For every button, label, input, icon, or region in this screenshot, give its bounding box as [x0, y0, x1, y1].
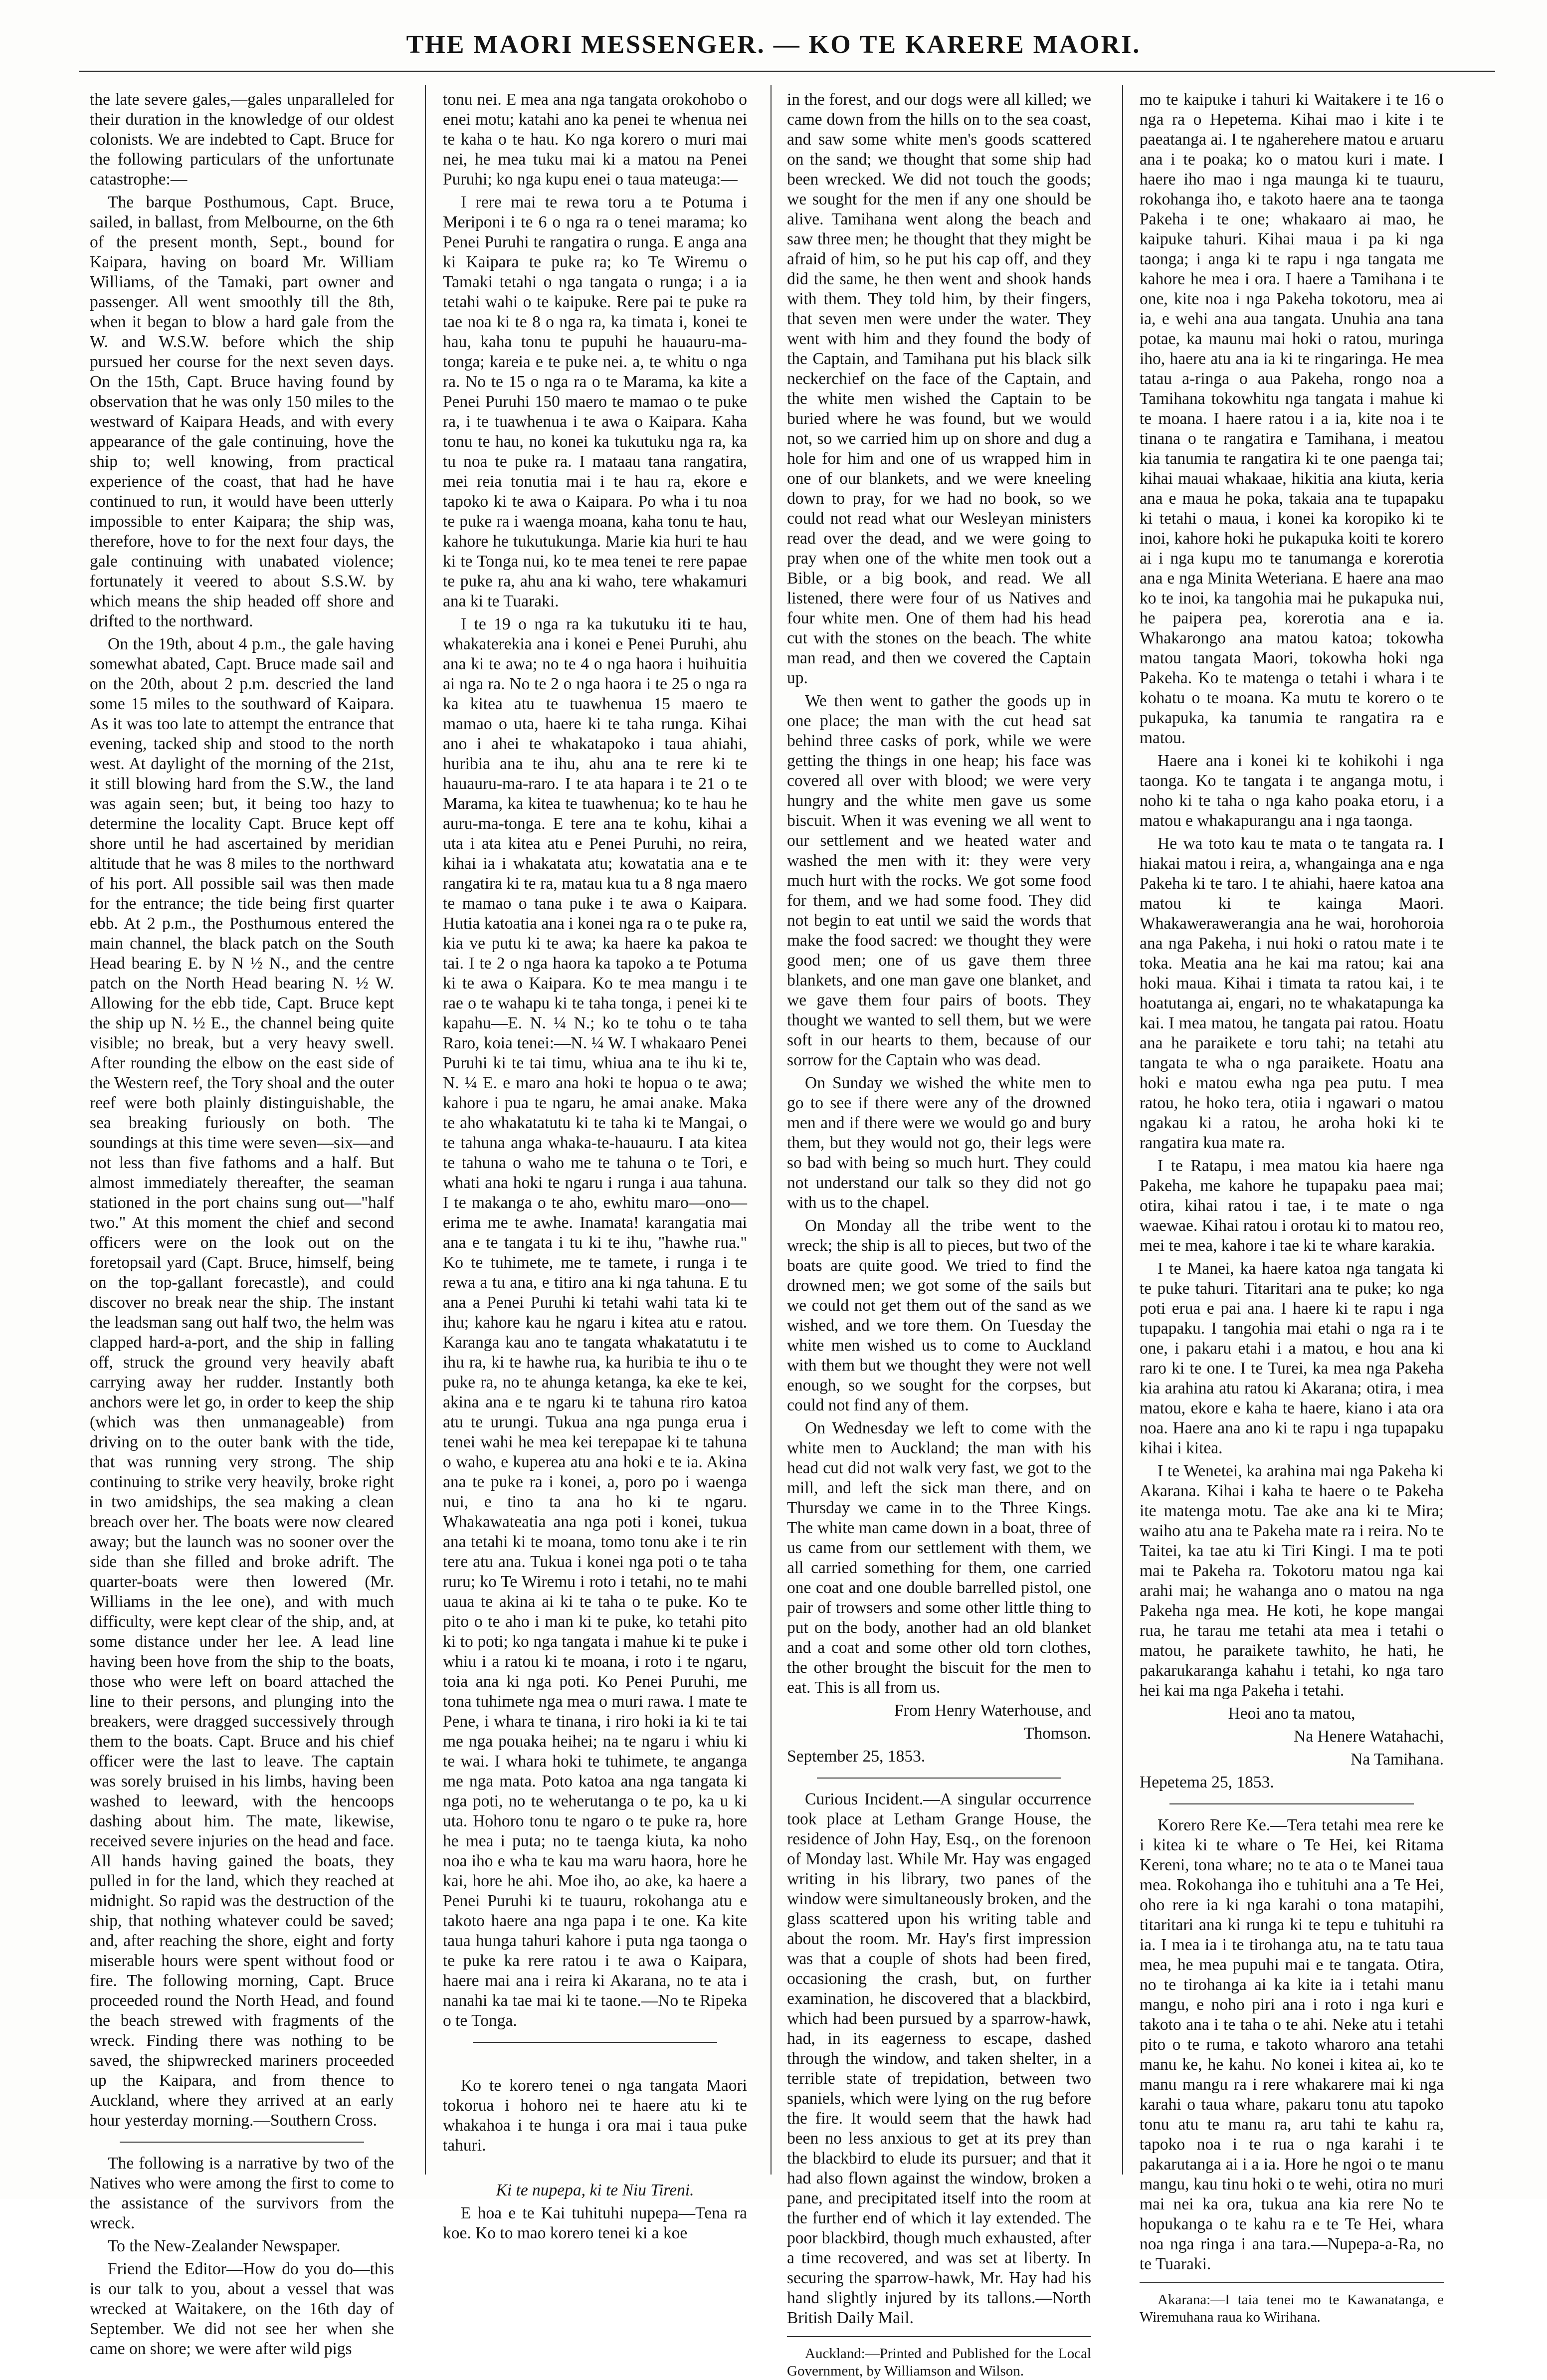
- article-separator: [817, 1778, 1061, 1779]
- printer-imprint: Auckland:—Printed and Published for the Local Government, by Williamson and Wilson.: [787, 2346, 1091, 2379]
- letter-signature: From Henry Waterhouse, and: [894, 1701, 1091, 1720]
- article-paragraph: On the 19th, about 4 p.m., the gale having somewhat abated, Capt. Bruce made sail and on the 20th, about 2 p.m. descried the land some 15 miles to the southward of Kaipara. As it was too late to attempt the entrance that evening, tacked ship and stood to the north west. At daylight of the morning of the 21st, it still blowing hard from the S.W., the land was again seen; but, it being too hazy to determine the locality Capt. Bruce kept off shore until he had ascertained by meridian altitude that he was 8 miles to the northward of his port. All possible sail was then made for the entrance; the tide being first quarter ebb. At 2 p.m., the Posthumous entered the main channel, the black patch on the South Head bearing E. by N ½ N., and the centre patch on the North Head bearing N. ½ W. Allowing for the ebb tide, Capt. Bruce kept the ship up N. ½ E., the channel being quite visible; no break, but a very heavy swell. After rounding the elbow on the east side of the Western reef, the Tory shoal and the outer reef were both plainly distinguishable, the sea breaking furiously on both. The soundings at this time were seven—six—and not less than five fathoms and a half. But almost immediately thereafter, the seaman stationed in the port chains sung out—"half two." At this moment the chief and second officers were on the look out on the foretopsail yard (Capt. Bruce, himself, being on the top-gallant forecastle), and could discover no break near the ship. The instant the leadsman sang out half two, the helm was clapped hard-a-port, and the ship in falling off, struck the ground very heavily abaft carrying away her rudder. Instantly both anchors were let go, in order to keep the ship (which was then unmanageable) from driving on to the outer bank with the tide, that was running very strong. The ship continuing to strike very heavily, broke right in two amidships, the sea making a clean breach over her. The boats were now cleared away; but the launch was no sooner over the side than she filled and broke adrift. The quarter-boats were then lowered (Mr. Williams in the lee one), and with much difficulty, were kept clear of the ship, and, at some distance under her lee. A lead line having been hove from the ship to the boats, those who were left on board attached the line to their persons, and plunging into the breakers, were dragged successively through them to the boats. Capt. Bruce and his chief officer were the last to leave. The captain was sorely bruised in his limbs, having been washed to leeward, with the hencoops dashing about him. The mate, likewise, received severe injuries on the head and face. All hands having gained the boats, they pulled in for the land, which they reached at midnight. So rapid was the destruction of the ship, that nothing whatever could be saved; and, after reaching the shore, eight and forty miserable hours were spent without food or fire. The following morning, Capt. Bruce proceeded round the North Head, and found the beach strewed with fragments of the wreck. Finding there was nothing to be saved, the shipwrecked mariners proceeded up the Kaipara, and from thence to Auckland, where they arrived at an early hour yesterday morning.—Southern Cross.: [90, 635, 394, 2130]
- article-paragraph: Curious Incident.—A singular occurrence took place at Letham Grange House, the residence of John Hay, Esq., on the forenoon of Monday last. While Mr. Hay was engaged writing in his library, two panes of the window were simultaneously broken, and the glass scattered upon his writing table and about the room. Mr. Hay's first impression was that a couple of shots had been fired, occasioning the crash, but, on further examination, he discovered that a blackbird, which had been pursued by a sparrow-hawk, had, in its eagerness to escape, dashed through the window, and taken shelter, in a terrible state of trepidation, between two spaniels, which were lying on the rug before the fire. It would seem that the hawk had been no less anxious to get at its prey than the blackbird to elude its pursuer; and that it had also flown against the window, broken a pane, and precipitated itself into the room at the further end of which it lay extended. The poor blackbird, though much exhausted, after a time recovered, and was set at liberty. In securing the sparrow-hawk, Mr. Hay had his hand slightly injured by its tallons.—North British Daily Mail.: [787, 1790, 1091, 2327]
- printer-imprint: Akarana:—I taia tenei mo te Kawanatanga, e Wiremuhana raua ko Wirihana.: [1140, 2292, 1444, 2325]
- column-divider: [771, 85, 772, 2175]
- article-separator: [1140, 2282, 1444, 2283]
- column-3: [787, 90, 1091, 2379]
- article-paragraph: the late severe gales,—gales unparalleled for their duration in the knowledge of our oldest colonists. We are indebted to Capt. Bruce for the following particulars of the unfortunate catastrophe:—: [90, 90, 394, 189]
- letter-date: September 25, 1853.: [787, 1747, 926, 1766]
- article-separator: [120, 2142, 364, 2143]
- letter-closing: Heoi ano ta matou,: [1228, 1704, 1355, 1723]
- article-paragraph: Korero Rere Ke.—Tera tetahi mea rere ke i kitea ki te whare o Te Hei, kei Ritama Kereni, tona whare; no te ata o te Manei taua mea. Rokohanga iho e tuhituhi ana a Te Hei, oho rere ia ki nga karahi o tona matapihi, titaritari ana ki runga ki te tepu e tuhituhi ra ia. I mea ia i te tirohanga atu, na te tatu taua mea, he mea pupuhi mai e te tangata. Otira, no te tirohanga ai ka kite ia i tetahi manu mangu, e noho piri ana i roto i nga kuri e takoto ana i te taha o te ahi. Neke atu i tetahi pito o te ruma, e takoto wharoro ana tetahi manu ke, he kahu. No konei i kitea ai, ko te manu mangu ra i rere whakarere mai ki nga karahi o taua whare, pakaru tonu atu tapoko tonu atu te manu ra, aru tahi te kahu ra, tapoko noa i te rua o nga karahi i te pakarutanga ai i a ia. Hore he ngoi o te manu mangu, kau tinu hoki o te wehi, otira no muri mai nei ka ora, tukua ana kia rere No te hopukanga o te kahu ra e te Te Hei, whara noa nga ringa i ana tara.—Nupepa-a-Ra, no te Tuaraki.: [1140, 1816, 1444, 2273]
- article-separator: [1169, 1803, 1414, 1804]
- letter-body: Haere ana i konei ki te kohikohi i nga taonga. Ko te tangata i te anganga motu, i noho ki te taha o nga kaho poaka etoru, i a matou e whakapurangu ana i nga taonga.: [1140, 752, 1444, 830]
- letter-body: I te Manei, ka haere katoa nga tangata ki te puke tahuri. Titaritari ana te puke; ko nga poti erua e pai ana. I haere ki te rapu i nga tupapaku. I tangohia mai etahi o nga ra i te one, i pakaru etahi i a matou, e hou ana ki raro ki te one. I te Turei, ka mea nga Pakeha kia arahina atu ratou ki Akarana; otira, i mea matou, ekore e kaha te haere, kiano i ata ora noa. Haere ana ano ki te rapu i nga tupapaku kihai i kitea.: [1140, 1259, 1444, 1457]
- article-separator: [787, 2336, 1091, 2337]
- letter-body: mo te kaipuke i tahuri ki Waitakere i te 16 o nga ra o Hepetema. Kihai mao i kite i te paeatanga ai. I te ngaherehere matou e aruaru ana i te poaka; ko o matou kuri i mate. I haere iho mao i nga maunga ki te tuauru, rokohanga iho, e takoto haere ana te taonga Pakeha i te one; whakaaro ai mao, he kaipuke tahuri. Kihai maua i pa ki nga taonga; i anga ki te rapu i nga tangata me kahore he mea i ora. I haere a Tamihana i te one, kite noa i nga Pakeha tokotoru, mea ai ia, e wehi ana aua tangata. Unuhia ana tana potae, ka maunu mai hoki o ratou, muringa iho, haere atu ana ia ki te ringaringa. He mea tatau a-ringa o aua Pakeha, rongo noa a Tamihana tokowhitu nga tangata i mahue ki te moana. I haere ratou i a ia, kite noa i te tinana o te rangatira e Tamihana, i meatou kia tanumia te rangatira ki te one paenga tai; kihai mauai whakaae, hikitia ana kiuta, keria ana e maua he poka, takaia ana te tupapaku ki tetahi o maua, i konei ka koropiko ki te inoi, kahore hoki he pukapuka koiti te korero ai i nga kupu mo te tanumanga e korerotia ana e nga Minita Weteriana. E haere ana mao ko te inoi, ka tangohia mai he pukapuka nui, he paipera pea, korerotia ana e ia. Whakarongo ana matou katoa; tokowha matou tangata Maori, tokowha hoki nga Pakeha. Ko te matenga o tetahi i whara i te kohatu o te moana. Ka mutu te korero o te pukapuka, ka tanumia te rangatira ra e matou.: [1140, 90, 1444, 747]
- letter-address: Ki te nupepa, ki te Niu Tireni.: [496, 2181, 694, 2199]
- letter-signature: Na Henere Watahachi,: [1294, 1727, 1444, 1746]
- letter-body: E hoa e te Kai tuhituhi nupepa—Tena ra koe. Ko to mao korero tenei ki a koe: [443, 2204, 747, 2242]
- article-paragraph: I rere mai te rewa toru a te Potuma i Meriponi i te 6 o nga ra o tenei marama; ko Penei Puruhi te rangatira o runga. E anga ana ki Kaipara te puke ra; ko Te Wiremu o Tamaki tetahi o nga tangata o runga; i a ia tetahi wahi o te kaipuke. Rere pai te puke ra tae noa ki te 8 o nga ra, ka timata i, konei te hau, kaha tonu te pupuhi he hauauru-ma-tonga; kareia e te puke nei. a, te whitu o nga ra. No te 15 o nga ra o te Marama, ka kite a Penei Puruhi 150 maero te mamao o te puke ra, i te tuawhenua i te awa o Kaipara. Kaha tonu te hau, no konei ka tukutuku nga ra, ka tu noa te puke ra. I mataau tana rangatira, mei reia tonutia mai i te hau ra, ekore e tapoko ki te awa o Kaipara. Po wha i tu noa te puke ra i waenga moana, kaha tonu te hau, kahore he tukutukunga. Marie kia huri te hau ki te Tonga nui, ko te mea tenei te rere papae te puke ra, ahu ana ki waho, tere whakamuri ana ki te Tuaraki.: [443, 193, 747, 610]
- letter-signature: Thomson.: [1024, 1724, 1091, 1743]
- article-separator: [473, 2042, 717, 2043]
- article-paragraph: The barque Posthumous, Capt. Bruce, sailed, in ballast, from Melbourne, on the 6th of the present month, Sept., bound for Kaipara, having on board Mr. William Williams, of the Tamaki, part owner and passenger. All went smoothly till the 8th, when it began to blow a hard gale from the W. and W.S.W. before which the ship pursued her course for the next seven days. On the 15th, Capt. Bruce having found by observation that he was only 150 miles to the westward of Kaipara Heads, and with every appearance of the gale continuing, hove the ship to; well knowing, from practical experience of the coast, that had he have continued to run, it would have been utterly impossible to enter Kaipara; the ship was, therefore, hove to for the next four days, the gale continuing with unabated violence; fortunately it veered to about S.S.W. by which means the ship headed off shore and drifted to the northward.: [90, 193, 394, 630]
- column-4: [1140, 90, 1444, 2325]
- letter-body: He wa toto kau te mata o te tangata ra. I hiakai matou i reira, a, whangainga ana e nga Pakeha ki te taro. I te ahiahi, haere katoa ana matou ki te kainga Maori. Whakawerawerangia ana he wai, horohoroia ana nga Pakeha, i nui hoki o ratou mate i te toka. Meatia ana he kai ma ratou; kai ana hoki maua. Kihai i timata ta ratou kai, i te hoatutanga ai, engari, no te whakatapunga ka kai. I mea matou, he tangata pai ratou. Hoatu ana he paraikete e toru tahi; na tetahi atu tangata te wha o nga paraikete. Hoatu ana hoki e matou ewha nga pea putu. I mea ratou, he hoko tera, otiia i ngawari o matou ngakau ki a ratou, he aroha hoki ki te rangatira kua mate ra.: [1140, 834, 1444, 1152]
- letter-body: On Wednesday we left to come with the white men to Auckland; the man with his head cut did not walk very fast, we got to the mill, and left the sick man there, and on Thursday we came in to the Three Kings. The white man came down in a boat, three of us came from our settlement with them, we all carried something for them, one carried one coat and one double barrelled pistol, one pair of trowsers and some other little thing to put on the body, another had an old blanket and a coat and some other old torn clothes, the other brought the biscuit for the men to eat. This is all from us.: [787, 1419, 1091, 1697]
- column-2: [443, 90, 747, 2242]
- letter-date: Hepetema 25, 1853.: [1140, 1773, 1274, 1791]
- letter-body: On Sunday we wished the white men to go to see if there were any of the drowned men and if there were we would go and bury them, but they would not go, their legs were so bad with being so much hurt. They could not understand our talk so they did not go with us to the chapel.: [787, 1074, 1091, 1212]
- article-intro: Ko te korero tenei o nga tangata Maori tokorua i hohoro nei te haere atu ki te whakahoa i te hunga i ora mai i taua puke tahuri.: [443, 2076, 747, 2155]
- article-paragraph: I te 19 o nga ra ka tukutuku iti te hau, whakaterekia ana i konei e Penei Puruhi, ahu ana ki te awa; no te 4 o nga haora i huihuitia ai nga ra. No te 2 o nga haora i te 25 o nga ra ka kitea atu te tuawhenua 15 maero te mamao o uta, haere ki te taha runga. Kihai ano i ahei te whakatapoko i taua ahiahi, huribia ana te ihu, ahu ana te rere ki te hauauru-ma-raro. I te ata hapara i te 21 o te Marama, ka kitea te tuawhenua; ko te hau he auru-ma-tonga. E tere ana te kohu, kihai a uta i ata kitea atu e Penei Puruhi, no reira, kihai ia i whakatata atu; kowatatia ana e te rangatira ki te ra, matau kua tu a 8 nga maero te mamao o tana puke i te awa o Kaipara. Hutia katoatia ana i konei nga ra o te puke ra, kia ve putu ki te awa; ka haere ka pakoa te tai. I te 2 o nga haora ka tapoko a te Potuma ki te awa o Kaipara. Ko te mea mangu i te rae o te wahapu ki te taha tonga, i penei ki te kapahu—E. N. ¼ N.; ko te tohu o te taha Raro, koia tenei:—N. ¼ W. I whakaaro Penei Puruhi ki te tai timu, whiua ana te ihu ki te, N. ¼ E. e maro ana hoki te hopua o te awa; kahore i pua te ngaru, he amai anake. Maka te aho whakatatutu ki te taha ki te Mangai, o te tahuna anga whaka-te-hauauru. I ata kitea te tahuna o waho me te tahuna o te Tori, e whati ana hoki te ngaru i runga i aua tahuna. I te makanga o te aho, ewhitu maro—ono—erima me te awhe. Inamata! karangatia mai ana e te tangata i tu ki te ihu, "hawhe rua." Ko te tuhimete, me te tamete, i runga i te rewa a tu ana, e titiro ana ki nga tahuna. E tu ana a Penei Puruhi ki tetahi wahi tata ki te ihu; kahore kau he ngaru i kitea atu e ratou. Karanga kau ano te tangata whakatatutu i te ihu ra, ki te hawhe rua, ka huribia te ihu o te puke ra, no te ahunga ketanga, ka eke te kei, akina ana e te ngaru ki te tahuna riro katoa atu te urungi. Tukua ana nga punga erua i tenei wahi he mea kei terepapae ki te tahuna o waho, e kuperea atu ana hoki e te ia. Akina ana te puke ra i konei, a, poro po i waenga nui, e tino ta ana ho ki te ngaru. Whakawateatia ana nga poti i konei, tukua ana tetahi ki te moana, tomo tonu ake i te rin tere atu ana. Tukua i konei nga poti o te taha ruru; ko Te Wiremu i roto i tetahi, no te mahi uaua te akina ai ki te taha o te puke. Ko te pito o te aho i man ki te puke, ko tetahi pito ki to poti; ko nga tangata i mahue ki te puke i whiu i a ratou ki te moana, i roto i te ngaru, toia ana ki nga poti. Ko Penei Puruhi, me tona tuhimete nga mea o muri rawa. I mate te Pene, i whara te tinana, i riro hoki ia ki te tai me nga pouaka heihei; na te ngaru i whiu ki te wai. I whara hoki te tuhimete, te anganga me nga mata. Poto katoa ana nga tangata ki nga poti, no te weherutanga o te po, ka u ki uta. Hohoro tonu te ngaro o te puke ra, hore he mea i puta; no te taenga kiuta, ka noho noa iho e wha te kau ma waru haora, hore he kai, hore he ahi. Moe iho, ao ake, ka haere a Penei Puruhi ki te tuauru, rokohanga atu e takoto haere ana nga papa i te one. Ka kite taua hunga tahuri kahore i puta nga taonga o te puke ka rere ratou i te awa o Kaipara, haere mai ana i reira ki Akarana, no te ata i nanahi ka tae mai ki te taone.—No te Ripeka o te Tonga.: [443, 615, 747, 2030]
- column-divider: [1122, 85, 1123, 2175]
- letter-body: On Monday all the tribe went to the wreck; the ship is all to pieces, but two of the boats are quite good. We tried to find the drowned men; we got some of the sails but we could not get them out of the sand as we wished, and we tore them. On Tuesday the white men wished us to come to Auckland with them but we thought they were not well enough, so we sought for the corpses, but could not find any of them.: [787, 1216, 1091, 1414]
- letter-body: in the forest, and our dogs were all killed; we came down from the hills on to the sea coast, and saw some white men's goods scattered on the sand; we thought that some ship had been wrecked. We did not touch the goods; we sought for the men if any one should be alive. Tamihana went along the beach and saw three men; he thought that they might be afraid of him, so he put his cap off, and they did the same, he then went and shook hands with them. They told him, by their fingers, that seven men were under the water. They went with him and they found the body of the Captain, and Tamihana put his black silk neckerchief on the face of the Captain, and the white men wished the Captain to be buried where he was found, but we would not, so we carried him up on shore and dug a hole for him and one of us wrapped him in one of our blankets, and we were kneeling down to pray, for we had no book, so we could not read what our Wesleyan ministers read over the dead, and we were going to pray when one of the white men took out a Bible, or a big book, and read. We all listened, there were four of us Natives and four white men. One of them had his head cut with the stones on the beach. The white man read, and then we covered the Captain up.: [787, 90, 1091, 687]
- column-1: [90, 90, 394, 2358]
- article-intro: The following is a narrative by two of the Natives who were among the first to come to the assistance of the survivors from the wreck.: [90, 2154, 394, 2232]
- column-divider: [425, 85, 426, 2175]
- article-paragraph: tonu nei. E mea ana nga tangata orokohobo o enei motu; katahi ano ka penei te whenua nei te kaha o te hau. Ko nga korero o muri mai nei, he mea tuku mai ki a matou na Penei Puruhi; ko nga kupu enei o taua mateuga:—: [443, 90, 747, 189]
- header-rule: [79, 70, 1495, 72]
- page-header-title: THE MAORI MESSENGER. — KO TE KARERE MAORI.: [406, 30, 1141, 59]
- letter-body: I te Wenetei, ka arahina mai nga Pakeha ki Akarana. Kihai i kaha te haere o te Pakeha ite matenga motu. Tae ake ana ki te Mira; waiho atu ana te Pakeha mate ra i reira. No te Taitei, ka tae atu ki Tiri Kingi. I ma te poti mai te Pakeha ra. Tokotoru matou nga kai arahi mai; he wahanga ano o matou na nga Pakeha nga mea. He koti, he kope mangai rua, he tarau me tetahi ata mea i tetahi o matou, he paraikete tawhito, he hati, he pakarukaranga kahahu i tetahi, ko nga taro hei kai ma nga Pakeha i tetahi.: [1140, 1462, 1444, 1700]
- letter-body: I te Ratapu, i mea matou kia haere nga Pakeha, me kahore he tupapaku paea mai; otira, kihai ratou i tae, i te mate o nga waewae. Kihai ratou i orotau ki to matou reo, mei te mea, kahore i tae ki te whare karakia.: [1140, 1157, 1444, 1255]
- letter-body: Friend the Editor—How do you do—this is our talk to you, about a vessel that was wrecked at Waitakere, on the 16th day of September. We did not see her when she came on shore; we were after wild pigs: [90, 2260, 394, 2358]
- letter-body: We then went to gather the goods up in one place; the man with the cut head sat behind three casks of pork, while we were getting the things in one heap; his face was covered all over with blood; we were very hungry and the white men gave us some biscuit. When it was evening we all went to our settlement and we heated water and washed the men with it: they were very much hurt with the rocks. We got some food for them, and we had some food. They did not begin to eat until we said the words that make the food sacred: we thought they were good men; one of us gave them three blankets, and one man gave one blanket, and we gave them four pairs of boots. They thought we wanted to sell them, but we were soft in our hearts to them, because of our sorrow for the Captain who was dead.: [787, 692, 1091, 1069]
- letter-signature: Na Tamihana.: [1351, 1750, 1444, 1769]
- letter-address: To the New-Zealander Newspaper.: [108, 2237, 341, 2255]
